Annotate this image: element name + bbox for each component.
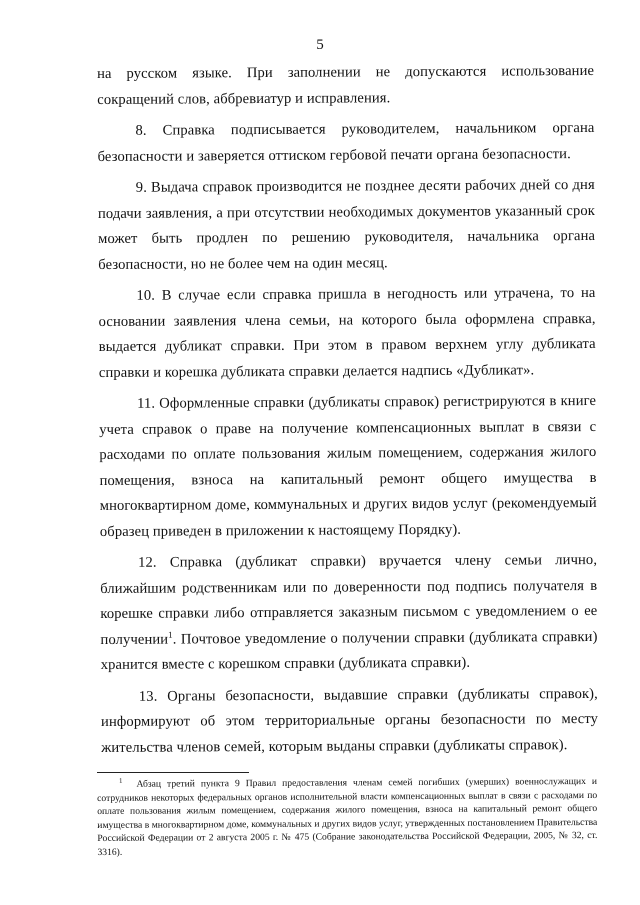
footnote-separator bbox=[97, 772, 249, 773]
paragraph-10: 10. В случае если справка пришла в негодность или утрачена, то на основании заявления члена семьи, на которого была оформлена справка, выдается дубликат справки. При этом в правом верхнем углу дубликата справки и корешка дубликата справки делается надпись «Дубликат». bbox=[98, 284, 596, 381]
paragraph-12 bbox=[100, 548, 598, 679]
paragraph-11: 11. Оформленные справки (дубликаты справок) регистрируются в книге учета справок о праве на получение компенсационных выплат в связи с расходами по оплате пользования жилым помещением, содержания жилого помещения, взноса на капитальный ремонт общего имущества в многоквартирном доме, коммунальных и других видов услуг (рекомендуемый образец приведен в приложении к настоящему Порядку). bbox=[99, 392, 597, 540]
page-number: 5 bbox=[316, 37, 324, 53]
footnote-mark: 1 bbox=[118, 776, 123, 785]
paragraph-13: 13. Органы безопасности, выдавшие справки (дубликаты справок), информируют об этом территориальные органы безопасности по месту жительства членов семей, которым выданы справки (дубликаты справок). bbox=[100, 685, 599, 756]
paragraph-continuation: на русском языке. При заполнении не допускаются использование сокращений слов, аббревиатур и исправления. bbox=[97, 62, 595, 108]
footnote-reference[interactable]: 1 bbox=[168, 629, 173, 640]
footnote-text: Абзац третий пункта 9 Правил предоставления членам семей погибших (умерших) военнослужащих и сотрудников некоторых федеральных органов исполнительной власти компенсационных выплат в связи с расходами по оплате пользования жилым помещением, содержания жилого помещения, взноса на капитальный ремонт общего имущества в многоквартирном доме, коммунальных и других видов услуг, утвержденных постановлением Правительства Российской Федерации от 2 августа 2005 г. № 475 (Собрание законодательства Российской Федерации, 2005, № 32, ст. 3316). bbox=[97, 775, 598, 858]
footnote bbox=[97, 775, 597, 860]
paragraph-12-text-continued: . Почтовое уведомление о получении справки (дубликата справки) хранится вместе с корешком справки (дубликата справки). bbox=[100, 628, 598, 673]
paragraph-9: 9. Выдача справок производится не позднее десяти рабочих дней со дня подачи заявления, а при отсутствии необходимых документов указанный срок может быть продлен по решению руководителя, начальника органа безопасности, но не более чем на один месяц. bbox=[97, 176, 596, 273]
paragraph-12-text: 12. Справка (дубликат справки) вручается члену семьи лично, ближайшим родственникам или по доверенности под подпись получателя в корешке справки либо отправляется заказным письмом с уведомлением о ее получении bbox=[100, 551, 598, 648]
body-text bbox=[97, 59, 598, 767]
paragraph-8: 8. Справка подписывается руководителем, начальником органа безопасности и заверяется оттиском гербовой печати органа безопасности. bbox=[97, 119, 595, 165]
